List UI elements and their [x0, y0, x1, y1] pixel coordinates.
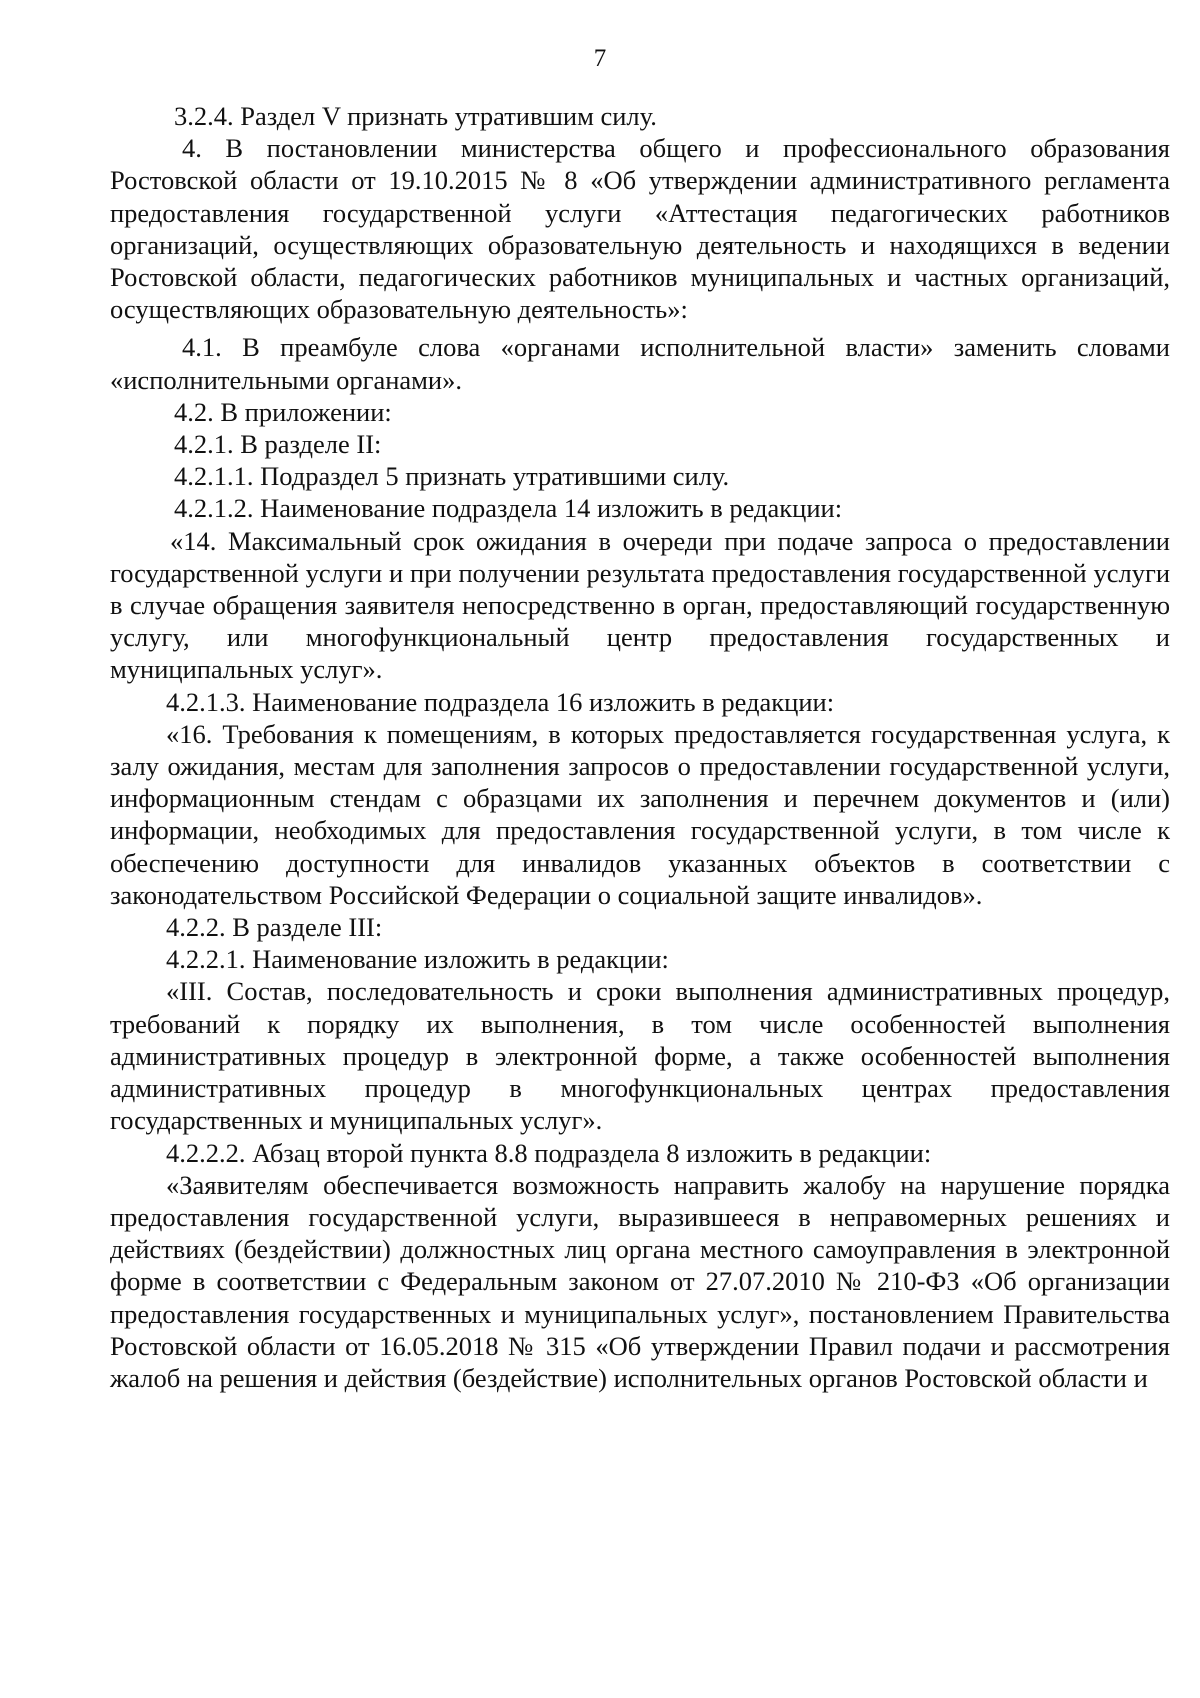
- paragraph-3-2-4: 3.2.4. Раздел V признать утратившим силу.: [174, 101, 657, 131]
- quote-section-3: «III. Состав, последовательность и сроки выполнения административных процедур, требований к порядку их выполнения, в том числе особенностей выполнения административных процедур в электронной форме, а также особенностей выполнения административных процедур в многофункциональных центрах предоставления государственных и муниципальных услуг».: [110, 976, 1170, 1136]
- paragraph-4-2: 4.2. В приложении:: [174, 396, 392, 427]
- paragraph-4-2-2-1: 4.2.2.1. Наименование изложить в редакции:: [166, 944, 669, 975]
- document-body: [110, 100, 1170, 1394]
- paragraph-4-2-2-2: 4.2.2.2. Абзац второй пункта 8.8 подраздела 8 изложить в редакции:: [166, 1137, 932, 1168]
- page-number: 7: [593, 45, 607, 72]
- paragraph-4-1: 4.1. В преамбуле слова «органами исполнительной власти» заменить словами «исполнительными органами».: [110, 332, 1170, 395]
- paragraph-4: 4. В постановлении министерства общего и профессионального образования Ростовской области от 19.10.2015 № 8 «Об утверждении административного регламента предоставления государственной услуги «Аттестация педагогических работников организаций, осуществляющих образовательную деятельность и находящихся в ведении Ростовской области, педагогических работников муниципальных и частных организаций, осуществляющих образовательную деятельность»:: [110, 133, 1170, 325]
- quote-subsection-16: «16. Требования к помещениям, в которых предоставляется государственная услуга, к залу ожидания, местам для заполнения запросов о предоставлении государственной услуги, информационным стендам с образцами их заполнения и перечнем документов и (или) информации, необходимых для предоставления государственной услуги, в том числе к обеспечению доступности для инвалидов указанных объектов в соответствии с законодательством Российской Федерации о социальной защите инвалидов».: [110, 718, 1170, 910]
- quote-subsection-14: «14. Максимальный срок ожидания в очереди при подаче запроса о предоставлении государственной услуги и при получении результата предоставления государственной услуги в случае обращения заявителя непосредственно в орган, предоставляющий государственную услугу, или многофункциональный центр предоставления государственных и муниципальных услуг».: [110, 525, 1170, 685]
- paragraph-4-2-2: 4.2.2. В разделе III:: [166, 912, 383, 943]
- paragraph-4-2-1-1: 4.2.1.1. Подраздел 5 признать утратившими силу.: [174, 461, 730, 492]
- paragraph-4-2-1-3: 4.2.1.3. Наименование подраздела 16 изложить в редакции:: [166, 686, 835, 717]
- quote-paragraph-8-8: «Заявителям обеспечивается возможность направить жалобу на нарушение порядка предоставления государственной услуги, выразившееся в неправомерных решениях и действиях (бездействии) должностных лиц органа местного самоуправления в электронной форме в соответствии с Федеральным законом от 27.07.2010 № 210-ФЗ «Об организации предоставления государственных и муниципальных услуг», постановлением Правительства Ростовской области от 16.05.2018 № 315 «Об утверждении Правил подачи и рассмотрения жалоб на решения и действия (бездействие) исполнительных органов Ростовской области и: [110, 1169, 1170, 1393]
- paragraph-4-2-1: 4.2.1. В разделе II:: [174, 429, 382, 460]
- paragraph-4-2-1-2: 4.2.1.2. Наименование подраздела 14 изложить в редакции:: [174, 493, 843, 524]
